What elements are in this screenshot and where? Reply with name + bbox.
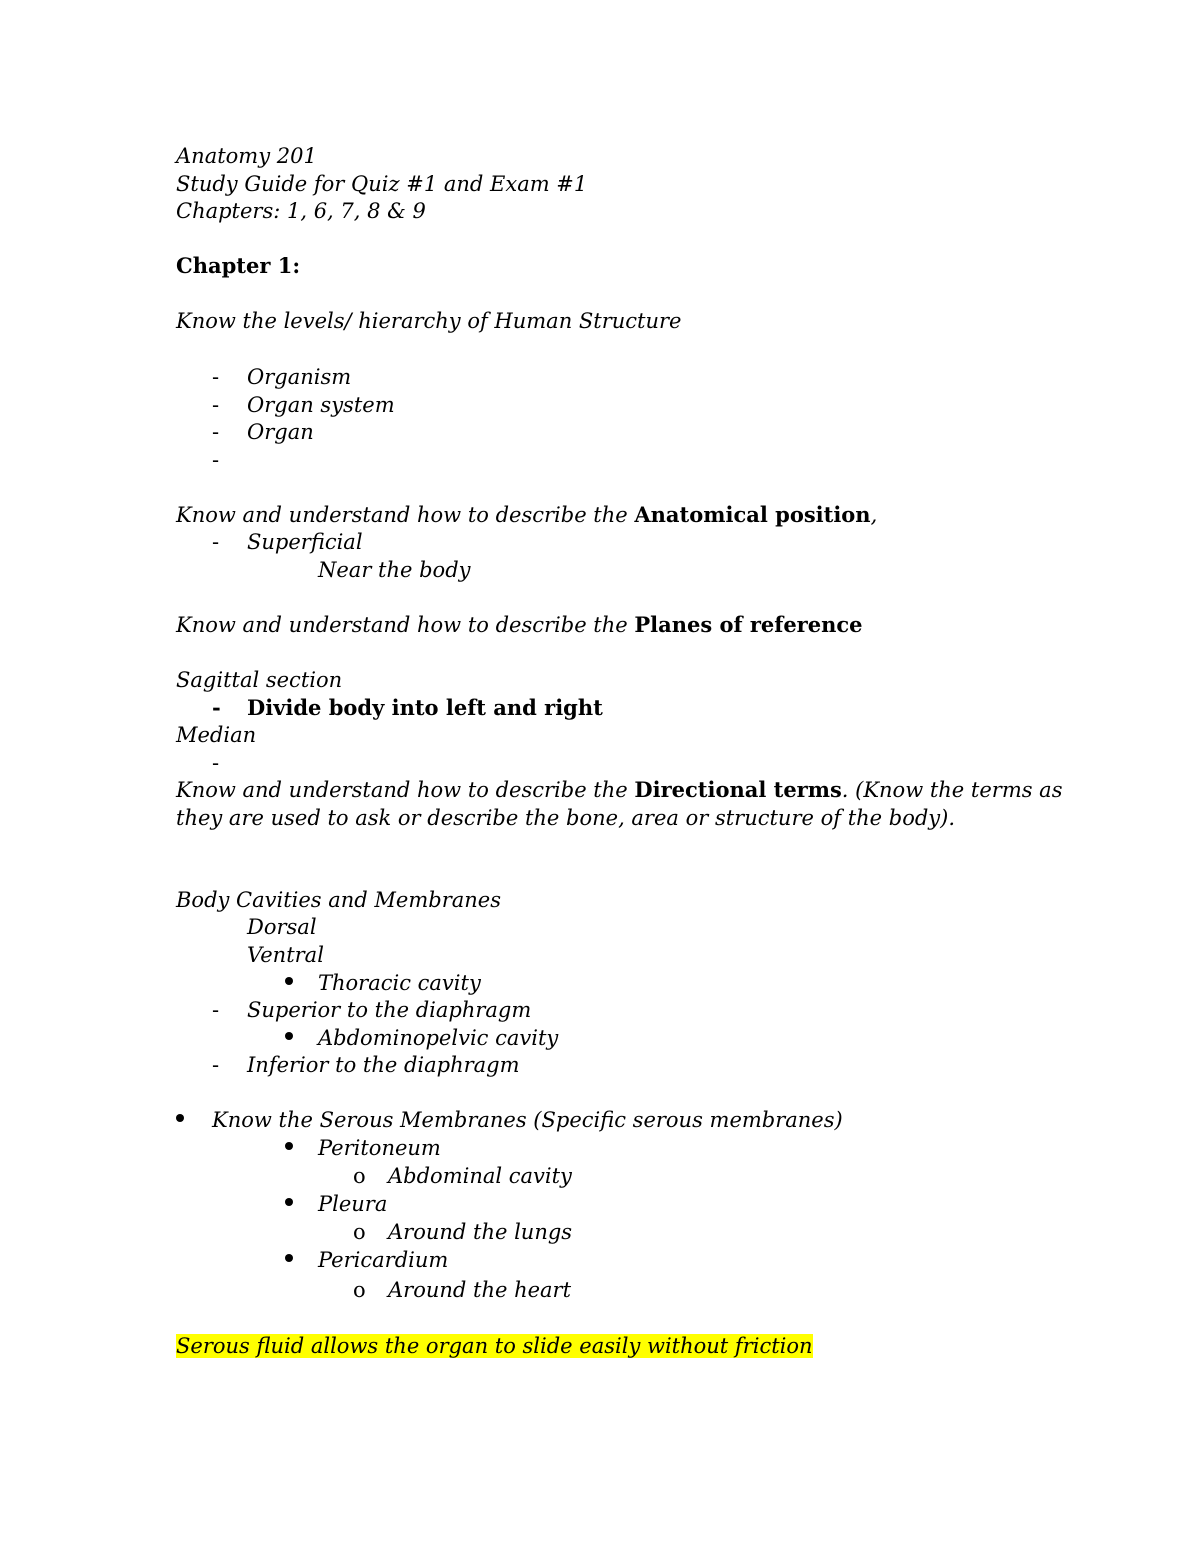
circle-marker: o [353,1220,366,1244]
anatomical-subitem: Near the body [318,558,471,582]
dash-marker: - [212,695,221,720]
ventral-label: Ventral [247,943,324,967]
serous-membrane: Pleura [318,1192,388,1216]
circle-marker: o [353,1164,366,1188]
inferior-item: Inferior to the diaphragm [247,1053,520,1077]
levels-intro: Know the levels/ hierarchy of Human Structure [176,309,682,333]
circle-marker: o [353,1278,366,1302]
dash-marker: - [212,998,220,1022]
bullet-icon [285,1032,293,1040]
sagittal-item: Divide body into left and right [247,695,603,720]
level-item: Organ [247,420,314,444]
directional-line [176,777,1062,803]
serous-detail: Around the heart [388,1278,572,1302]
directional-prefix: Know and understand how to describe the [176,778,635,802]
course-title: Anatomy 201 [176,144,317,168]
planes-term: Planes of reference [634,612,863,637]
level-item: Organ system [247,393,395,417]
dorsal-label: Dorsal [247,915,317,939]
anatomical-prefix: Know and understand how to describe the [176,503,635,527]
anatomical-item: Superficial [247,530,363,554]
bullet-icon [285,977,293,985]
chapter-heading: Chapter 1: [176,253,301,278]
planes-prefix: Know and understand how to describe the [176,613,635,637]
directional-line-2: they are used to ask or describe the bone, area or structure of the body). [176,806,956,830]
bullet-icon [285,1142,293,1150]
serous-membrane: Peritoneum [318,1136,441,1160]
cavities-title: Body Cavities and Membranes [176,888,501,912]
bullet-icon [285,1254,293,1262]
abdominopelvic-item: Abdominopelvic cavity [318,1026,559,1050]
planes-line [176,612,863,638]
serous-detail: Around the lungs [388,1220,573,1244]
dash-marker: - [212,1053,220,1077]
serous-membrane: Pericardium [318,1248,449,1272]
dash-marker: - [212,365,220,389]
highlight-note-line [176,1333,813,1359]
anatomical-line [176,502,877,528]
median-label: Median [176,723,257,747]
anatomical-suffix: , [870,503,878,527]
sagittal-label: Sagittal section [176,668,343,692]
serous-detail: Abdominal cavity [388,1164,572,1188]
dash-marker: - [212,448,220,472]
chapters-line: Chapters: 1, 6, 7, 8 & 9 [176,199,426,223]
guide-title: Study Guide for Quiz #1 and Exam #1 [176,172,588,196]
anatomical-term: Anatomical position [634,502,871,527]
directional-term: Directional terms [634,777,842,802]
serous-title: Know the Serous Membranes (Specific serous membranes) [212,1108,843,1132]
dash-marker: - [212,393,220,417]
level-item: Organism [247,365,352,389]
bullet-icon [176,1114,184,1122]
highlight-note: Serous fluid allows the organ to slide easily without friction [176,1334,813,1358]
thoracic-item: Thoracic cavity [318,971,481,995]
superior-item: Superior to the diaphragm [247,998,532,1022]
dash-marker: - [212,530,220,554]
dash-marker: - [212,751,220,775]
bullet-icon [285,1198,293,1206]
dash-marker: - [212,420,220,444]
directional-suffix: . (Know the terms as [841,778,1063,802]
